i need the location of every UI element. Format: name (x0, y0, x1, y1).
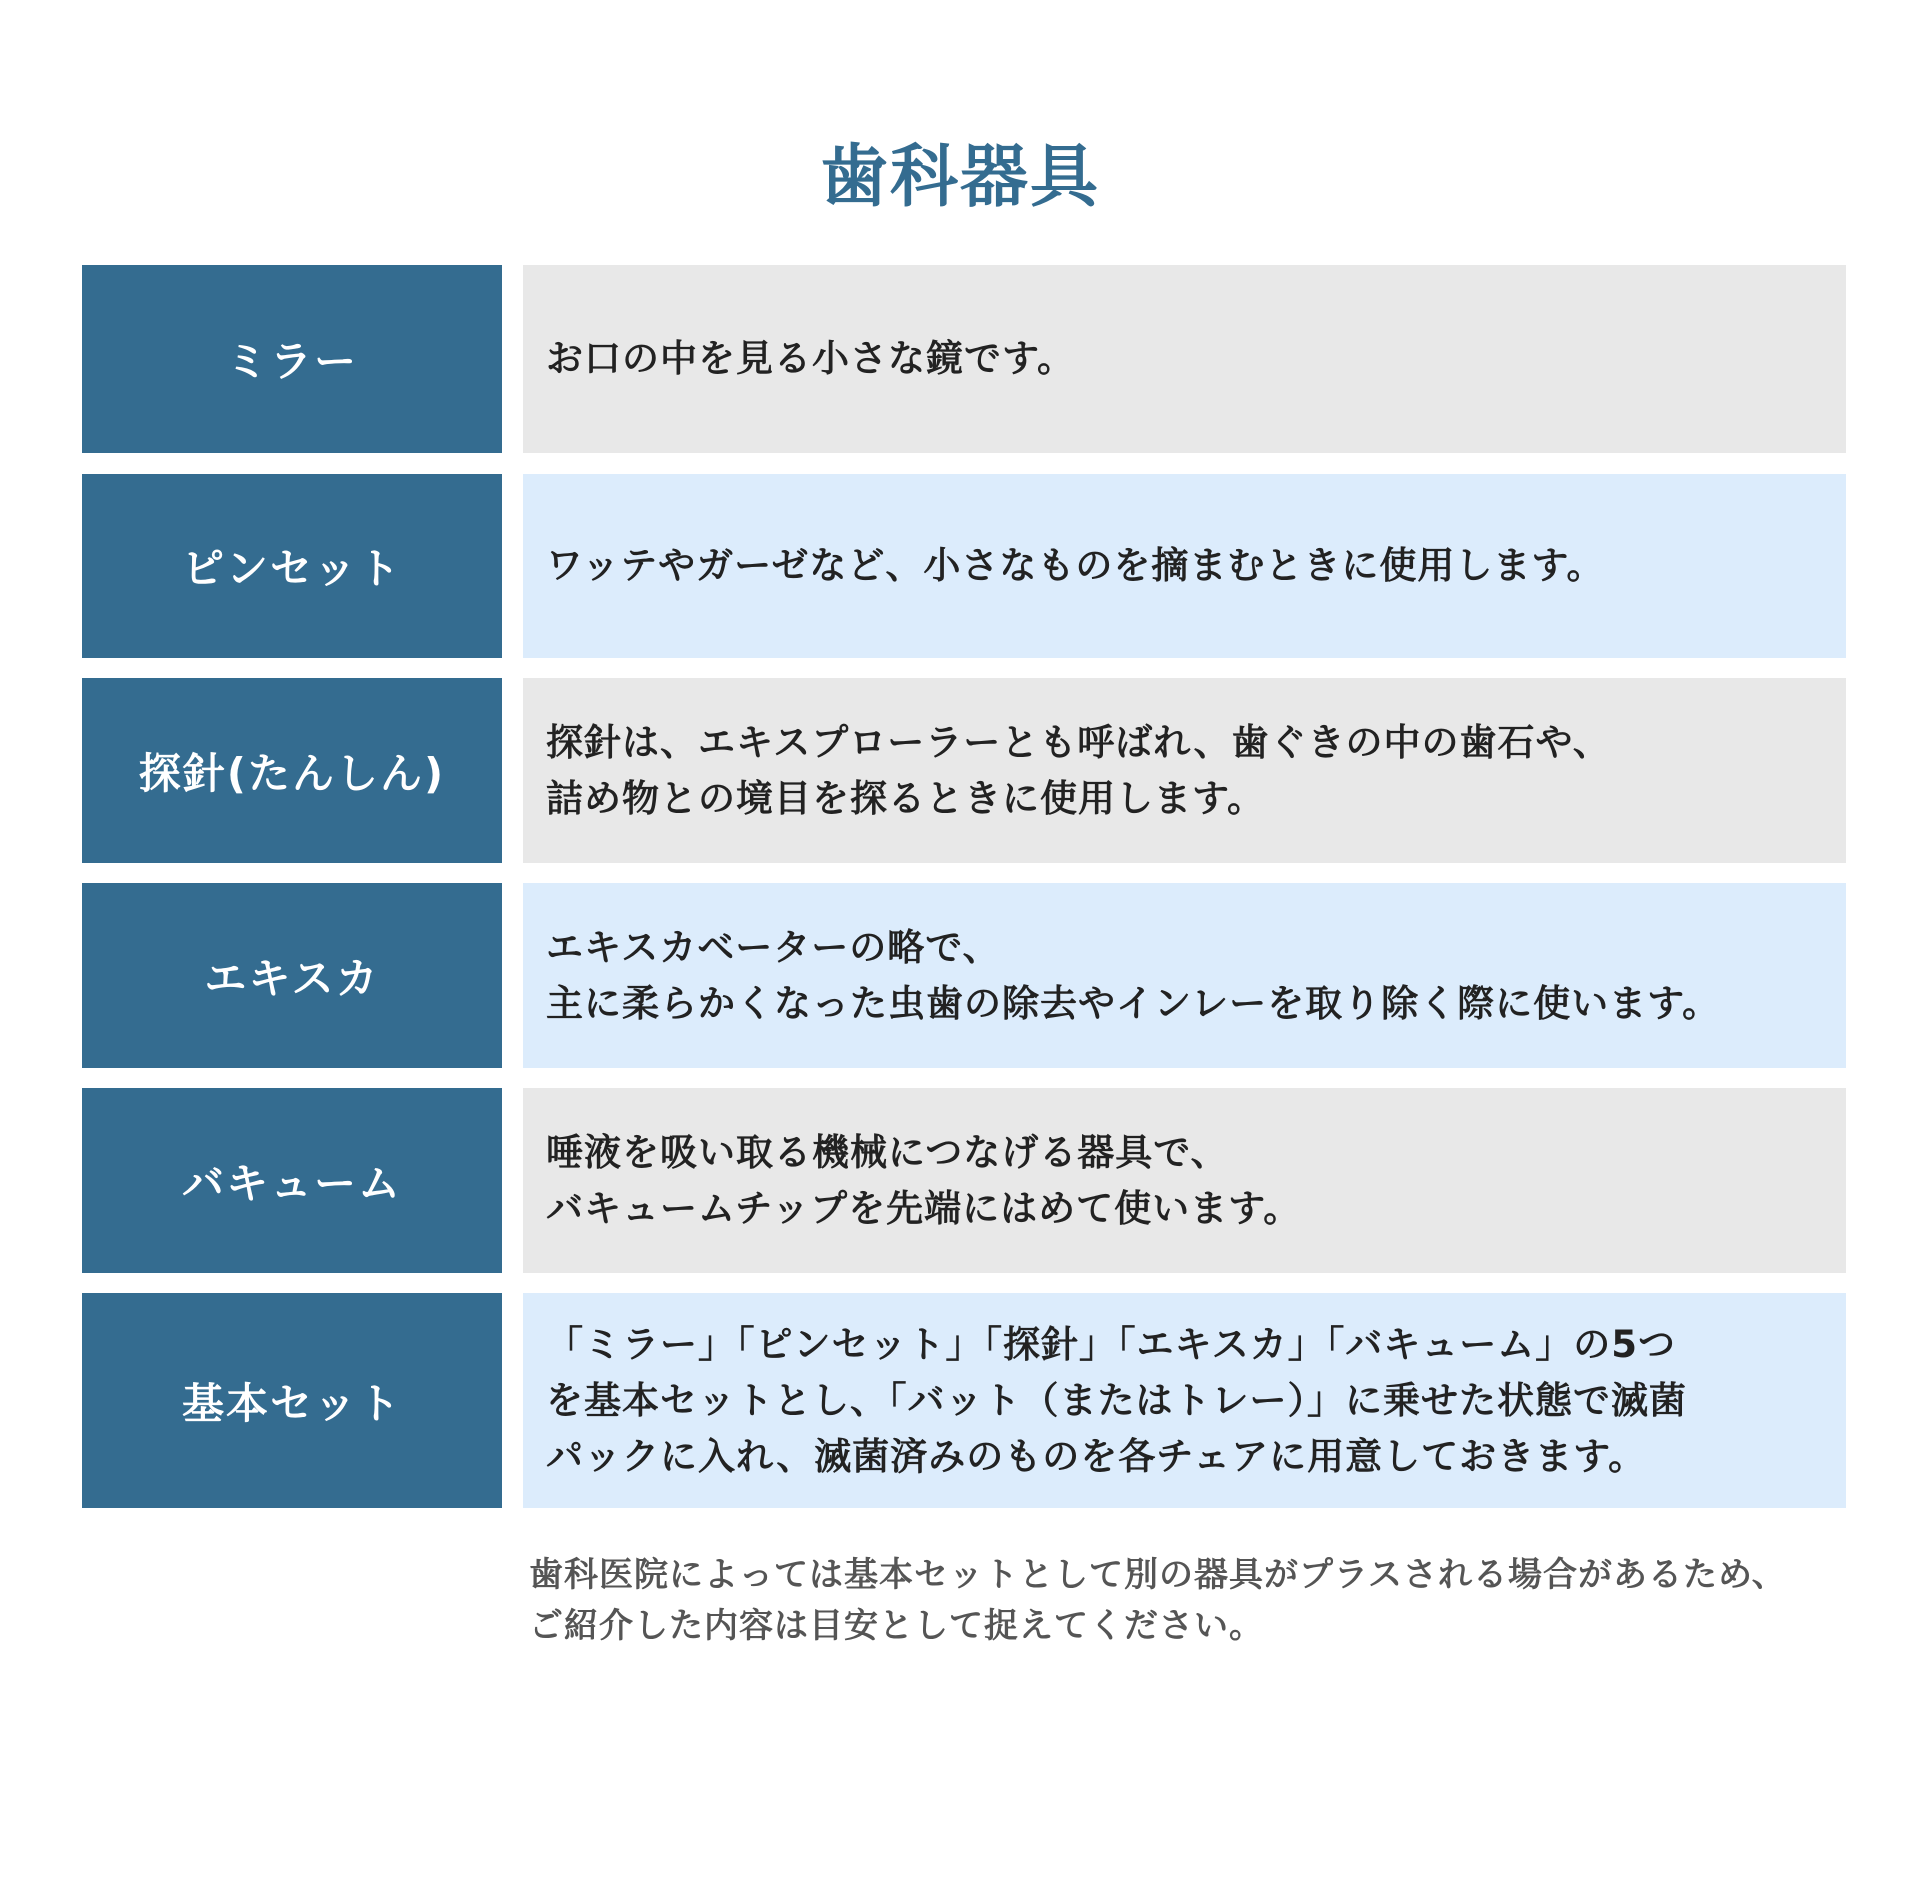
table-row-excavator (82, 883, 1846, 1068)
table-row-basic-set (82, 1293, 1846, 1508)
table-row-vacuum (82, 1088, 1846, 1273)
description-line: エキスカベーターの略で、 (546, 925, 1001, 969)
label-cell (82, 678, 502, 863)
row-label: バキューム (181, 1158, 402, 1208)
description-cell (523, 1293, 1846, 1508)
description-line: バキュームチップを先端にはめて使います。 (546, 1186, 1302, 1230)
table-row-explorer (82, 678, 1846, 863)
description-line: 主に柔らかくなった虫歯の除去やインレーを取り除く際に使います。 (546, 981, 1721, 1025)
description-cell (523, 1088, 1846, 1273)
description-cell (523, 678, 1846, 863)
description-cell (523, 265, 1846, 453)
description-line: 「ミラー」「ピンセット」「探針」「エキスカ」「バキューム」の5つ (546, 1322, 1677, 1366)
description-line: パックに入れ、滅菌済みのものを各チェアに用意しておきます。 (546, 1434, 1647, 1478)
row-label: ピンセット (181, 544, 402, 593)
description-line: を基本セットとし、「バット（またはトレー）」に乗せた状態で滅菌 (546, 1378, 1687, 1422)
label-cell (82, 474, 502, 658)
table-row-tweezers (82, 474, 1846, 658)
description-cell (523, 474, 1846, 658)
footnote-line: 歯科医院によっては基本セットとして別の器具がプラスされる場合があるため、 (529, 1555, 1787, 1595)
label-cell (82, 1088, 502, 1273)
footnote-line: ご紹介した内容は目安として捉えてください。 (529, 1606, 1264, 1646)
description-line: 詰め物との境目を探るときに使用します。 (546, 776, 1266, 820)
description-cell (523, 883, 1846, 1068)
description-line: ワッテやガーゼなど、小さなものを摘まむときに使用します。 (546, 544, 1605, 587)
table-row-mirror (82, 265, 1846, 453)
description-line: 探針は、エキスプローラーとも呼ばれ、歯ぐきの中の歯石や、 (546, 720, 1611, 764)
page-title: 歯科器具 (819, 138, 1100, 217)
description-line: 唾液を吸い取る機械につなげる器具で、 (546, 1130, 1229, 1174)
label-cell (82, 265, 502, 453)
description-line: お口の中を見る小さな鏡です。 (546, 337, 1076, 380)
row-label: 探針(たんしん) (138, 748, 446, 798)
row-label: 基本セット (181, 1378, 402, 1428)
label-cell (82, 1293, 502, 1508)
label-cell (82, 883, 502, 1068)
row-label: ミラー (225, 337, 358, 386)
row-label: エキスカ (204, 953, 380, 1003)
footnote (529, 1550, 1829, 1652)
